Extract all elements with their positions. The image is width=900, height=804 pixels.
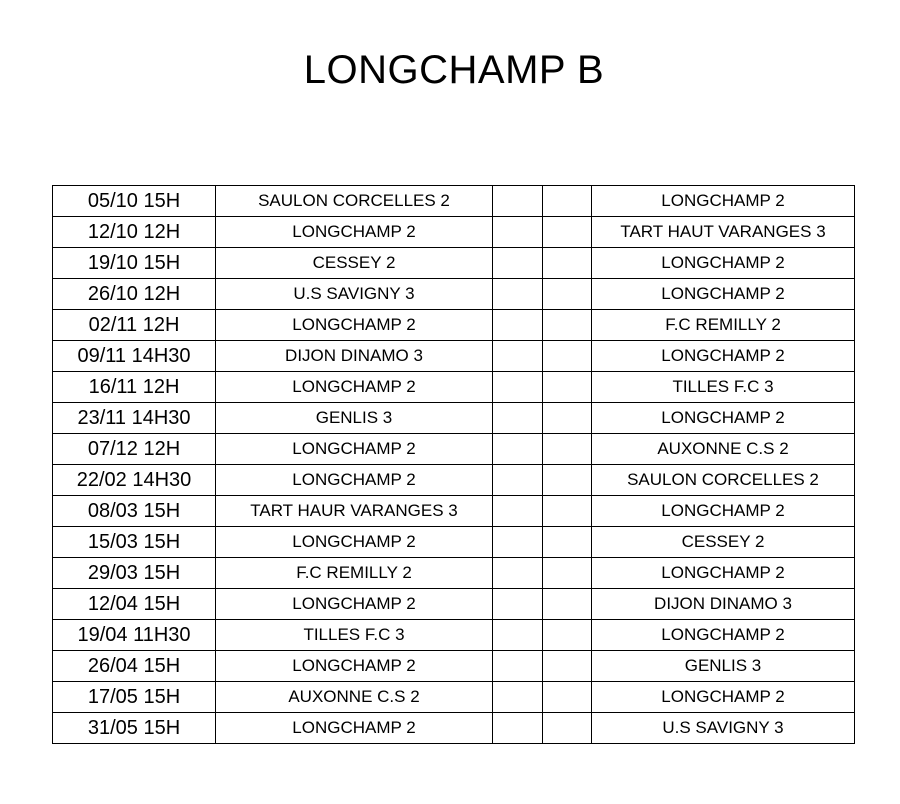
away-score-cell [543,558,592,589]
home-score-cell [493,403,543,434]
match-row [53,496,855,527]
away-team-cell: F.C REMILLY 2 [592,310,855,341]
away-team-cell: LONGCHAMP 2 [592,341,855,372]
home-team-cell: LONGCHAMP 2 [216,310,493,341]
home-score-cell [493,217,543,248]
match-date-cell: 15/03 15H [53,527,216,558]
home-team-cell: LONGCHAMP 2 [216,589,493,620]
match-row [53,248,855,279]
home-score-cell [493,310,543,341]
match-row [53,186,855,217]
away-score-cell [543,527,592,558]
home-team-cell: AUXONNE C.S 2 [216,682,493,713]
home-score-cell [493,682,543,713]
match-date-cell: 02/11 12H [53,310,216,341]
away-score-cell [543,248,592,279]
home-team-cell: F.C REMILLY 2 [216,558,493,589]
home-team-cell: LONGCHAMP 2 [216,372,493,403]
away-score-cell [543,465,592,496]
home-score-cell [493,434,543,465]
match-row [53,527,855,558]
away-team-cell: TILLES F.C 3 [592,372,855,403]
home-team-cell: SAULON CORCELLES 2 [216,186,493,217]
match-date-cell: 07/12 12H [53,434,216,465]
home-score-cell [493,713,543,744]
home-score-cell [493,527,543,558]
match-row [53,403,855,434]
home-score-cell [493,372,543,403]
away-team-cell: LONGCHAMP 2 [592,403,855,434]
away-team-cell: AUXONNE C.S 2 [592,434,855,465]
home-team-cell: TILLES F.C 3 [216,620,493,651]
home-team-cell: CESSEY 2 [216,248,493,279]
page-title: LONGCHAMP B [303,48,605,92]
home-team-cell: U.S SAVIGNY 3 [216,279,493,310]
away-team-cell: LONGCHAMP 2 [592,558,855,589]
home-score-cell [493,651,543,682]
match-row [53,465,855,496]
home-score-cell [493,558,543,589]
match-date-cell: 23/11 14H30 [53,403,216,434]
away-team-cell: U.S SAVIGNY 3 [592,713,855,744]
away-team-cell: LONGCHAMP 2 [592,496,855,527]
home-score-cell [493,341,543,372]
home-team-cell: LONGCHAMP 2 [216,713,493,744]
match-date-cell: 08/03 15H [53,496,216,527]
home-team-cell: LONGCHAMP 2 [216,651,493,682]
match-date-cell: 19/10 15H [53,248,216,279]
away-score-cell [543,713,592,744]
home-team-cell: LONGCHAMP 2 [216,465,493,496]
home-score-cell [493,465,543,496]
match-date-cell: 12/04 15H [53,589,216,620]
match-schedule-body [53,186,855,744]
match-row [53,341,855,372]
home-score-cell [493,279,543,310]
match-schedule-table [52,185,855,744]
match-row [53,589,855,620]
away-team-cell: GENLIS 3 [592,651,855,682]
match-date-cell: 12/10 12H [53,217,216,248]
home-score-cell [493,248,543,279]
away-score-cell [543,279,592,310]
away-score-cell [543,496,592,527]
home-team-cell: TART HAUR VARANGES 3 [216,496,493,527]
away-team-cell: LONGCHAMP 2 [592,620,855,651]
match-date-cell: 09/11 14H30 [53,341,216,372]
away-team-cell: SAULON CORCELLES 2 [592,465,855,496]
away-score-cell [543,372,592,403]
away-score-cell [543,217,592,248]
away-score-cell [543,310,592,341]
away-team-cell: LONGCHAMP 2 [592,682,855,713]
away-team-cell: LONGCHAMP 2 [592,186,855,217]
match-row [53,713,855,744]
match-date-cell: 05/10 15H [53,186,216,217]
away-score-cell [543,186,592,217]
away-score-cell [543,682,592,713]
home-team-cell: LONGCHAMP 2 [216,527,493,558]
home-score-cell [493,620,543,651]
match-date-cell: 26/04 15H [53,651,216,682]
home-team-cell: LONGCHAMP 2 [216,434,493,465]
match-date-cell: 19/04 11H30 [53,620,216,651]
away-team-cell: CESSEY 2 [592,527,855,558]
away-team-cell: LONGCHAMP 2 [592,248,855,279]
match-date-cell: 31/05 15H [53,713,216,744]
home-score-cell [493,589,543,620]
match-row [53,558,855,589]
match-date-cell: 26/10 12H [53,279,216,310]
away-score-cell [543,403,592,434]
match-date-cell: 16/11 12H [53,372,216,403]
match-row [53,682,855,713]
away-score-cell [543,651,592,682]
match-row [53,434,855,465]
away-score-cell [543,341,592,372]
match-date-cell: 17/05 15H [53,682,216,713]
away-team-cell: TART HAUT VARANGES 3 [592,217,855,248]
away-team-cell: DIJON DINAMO 3 [592,589,855,620]
home-score-cell [493,496,543,527]
match-date-cell: 22/02 14H30 [53,465,216,496]
match-row [53,217,855,248]
match-row [53,279,855,310]
away-score-cell [543,620,592,651]
home-team-cell: DIJON DINAMO 3 [216,341,493,372]
home-team-cell: GENLIS 3 [216,403,493,434]
match-row [53,651,855,682]
away-score-cell [543,434,592,465]
home-team-cell: LONGCHAMP 2 [216,217,493,248]
match-row [53,620,855,651]
match-date-cell: 29/03 15H [53,558,216,589]
home-score-cell [493,186,543,217]
match-row [53,310,855,341]
away-team-cell: LONGCHAMP 2 [592,279,855,310]
match-row [53,372,855,403]
away-score-cell [543,589,592,620]
